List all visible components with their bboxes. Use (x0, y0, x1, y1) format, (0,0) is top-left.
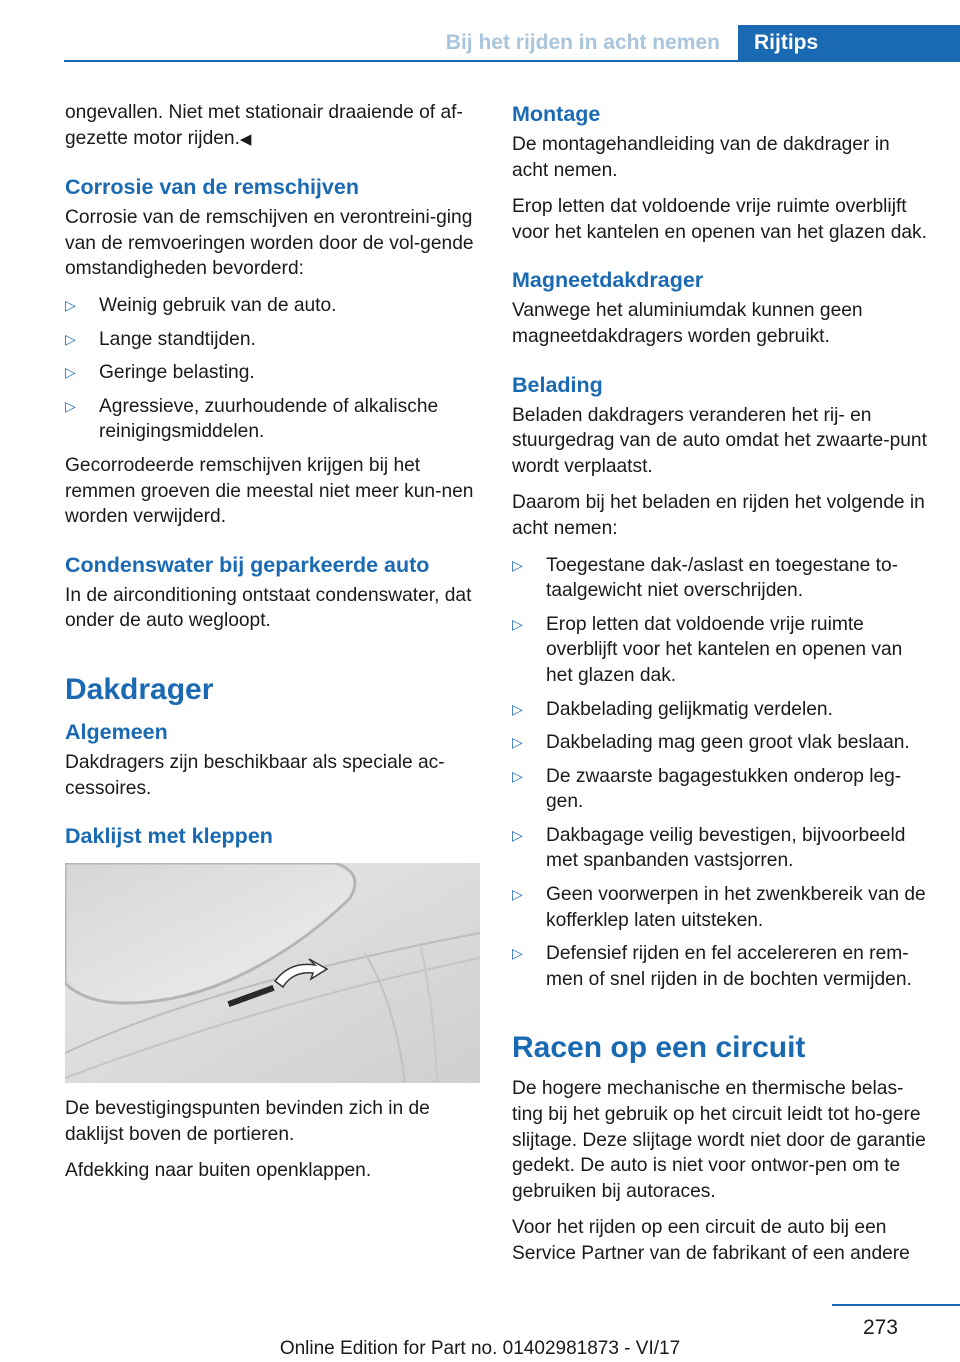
load-text-1: Beladen dakdragers veranderen het rij- en stuurgedrag van de auto omdat het zwaarte‐punt wordt verplaatst. (512, 404, 927, 477)
corrosion-text: Corrosie van de remschijven en verontreini‐ging van de remvoeringen worden door de vol‐gende omstandigheden bevorderd: (65, 207, 474, 280)
list-item: ▷ Dakbelading gelijkmatig verdelen. (512, 697, 930, 723)
bullet-triangle-icon: ▷ (512, 826, 523, 843)
section-title: Bij het rijden in acht nemen (445, 31, 720, 54)
load-list (512, 553, 930, 993)
footer-rule (832, 1304, 960, 1306)
bullet-triangle-icon: ▷ (65, 397, 76, 414)
bullet-triangle-icon: ▷ (65, 330, 76, 347)
right-column (512, 100, 930, 1278)
mount-points-text: De bevestigingspunten bevinden zich in de daklijst boven de portieren. (65, 1098, 430, 1145)
left-column (65, 100, 480, 1195)
mount-heading: Montage (512, 102, 601, 126)
list-item: ▷ Lange standtijden. (65, 327, 480, 353)
load-text-2: Daarom bij het beladen en rijden het volgende in acht nemen: (512, 492, 925, 539)
cover-text: Afdekking naar buiten openklappen. (65, 1160, 372, 1182)
edition-note: Online Edition for Part no. 01402981873 - VI/17 (279, 1338, 681, 1359)
page-number: 273 (862, 1316, 898, 1339)
bullet-triangle-icon: ▷ (512, 615, 523, 632)
race-text-2: Voor het rijden op een circuit de auto bij een Service Partner van de fabrikant of een andere (512, 1217, 910, 1264)
end-mark-icon: ◀ (239, 130, 252, 148)
corrosion-list (65, 293, 480, 445)
mount-text-2: Erop letten dat voldoende vrije ruimte overblijft voor het kantelen en openen van het glazen dak. (512, 196, 927, 243)
bullet-triangle-icon: ▷ (512, 945, 523, 962)
chapter-tab: Rijtips (738, 25, 960, 61)
list-item: ▷ Geringe belasting. (65, 360, 480, 386)
bullet-triangle-icon: ▷ (65, 296, 76, 313)
header-rule (64, 60, 960, 62)
list-item: ▷ Weinig gebruik van de auto. (65, 293, 480, 319)
bullet-triangle-icon: ▷ (512, 886, 523, 903)
bullet-triangle-icon: ▷ (512, 556, 523, 573)
list-item: ▷ Defensief rijden en fel accelereren en rem‐men of snel rijden in de bochten vermijden. (512, 943, 912, 990)
bullet-triangle-icon: ▷ (512, 734, 523, 751)
general-heading: Algemeen (65, 719, 168, 744)
load-heading: Belading (512, 372, 603, 397)
list-item: ▷ Erop letten dat voldoende vrije ruimte overblijft voor het kantelen en openen van het glazen dak. (512, 613, 903, 686)
bullet-triangle-icon: ▷ (512, 700, 523, 717)
intro-text: ongevallen. Niet met stationair draaiende of af‐gezette motor rijden. (65, 102, 463, 149)
list-item: ▷ Dakbagage veilig bevestigen, bijvoorbeeld met spanbanden vastsjorren. (512, 824, 906, 872)
race-text-1: De hogere mechanische en thermische belas‐ting bij het gebruik op het circuit leidt tot ho‐gere slijtage. Deze slijtage wordt niet door de garantie gedekt. De auto is niet voor ontwor‐pen om te gebruiken bij autoraces. (512, 1078, 926, 1202)
page-header (0, 25, 960, 61)
magnet-heading: Magneetdakdrager (512, 268, 704, 293)
list-item: ▷ Agressieve, zuurhoudende of alkalische reinigingsmiddelen. (65, 395, 439, 443)
roof-rack-heading: Dakdrager (65, 672, 214, 706)
race-heading: Racen op een circuit (512, 1031, 806, 1065)
bullet-triangle-icon: ▷ (512, 767, 523, 784)
mount-text-1: De montagehandleiding van de dakdrager in acht nemen. (512, 134, 890, 181)
bullet-triangle-icon: ▷ (65, 364, 76, 381)
list-item: ▷ Dakbelading mag geen groot vlak beslaan. (512, 730, 930, 756)
condens-heading: Condenswater bij geparkeerde auto (65, 552, 430, 577)
magnet-text: Vanwege het aluminiumdak kunnen geen magneetdakdragers worden gebruikt. (512, 300, 863, 347)
corrosion-after: Gecorrodeerde remschijven krijgen bij het remmen groeven die meestal niet meer kun‐nen worden verwijderd. (65, 454, 474, 528)
roof-strip-heading: Daklijst met kleppen (65, 824, 273, 849)
intro-paragraph (65, 100, 480, 152)
condens-text: In de airconditioning ontstaat condenswater, dat onder de auto wegloopt. (65, 584, 472, 632)
roof-strip-photo (65, 863, 480, 1083)
list-item: ▷ Geen voorwerpen in het zwenkbereik van de kofferklep laten uitsteken. (512, 884, 926, 931)
list-item: ▷ De zwaarste bagagestukken onderop leg‐gen. (512, 765, 902, 813)
general-text: Dakdragers zijn beschikbaar als speciale ac‐cessoires. (65, 751, 445, 799)
list-item: ▷ Toegestane dak-/aslast en toegestane to‐taalgewicht niet overschrijden. (512, 554, 899, 602)
corrosion-heading: Corrosie van de remschijven (65, 175, 359, 200)
